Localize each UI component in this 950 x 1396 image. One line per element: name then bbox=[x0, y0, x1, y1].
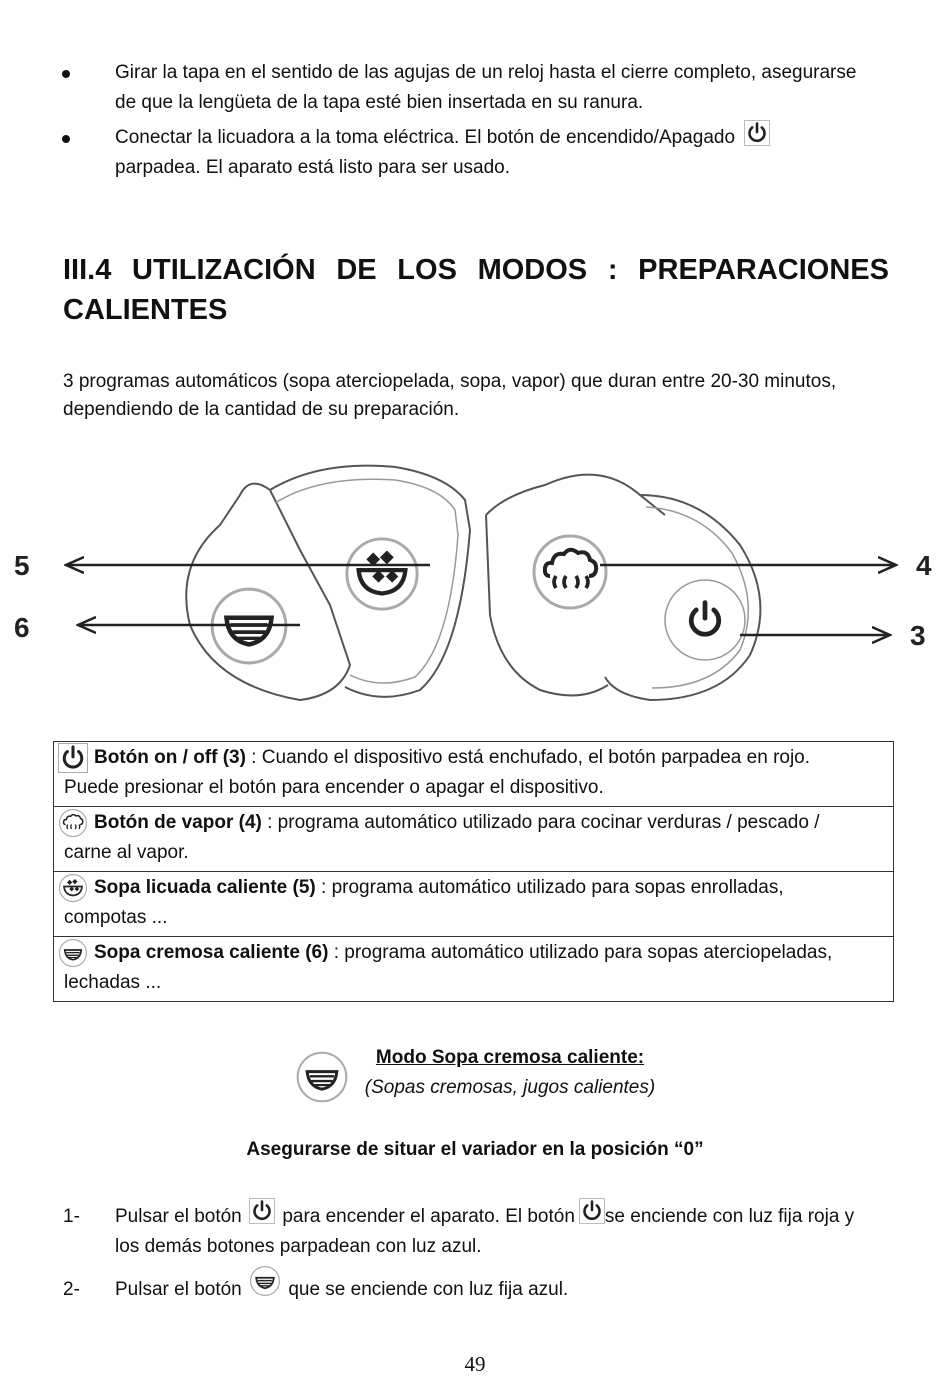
step-text: Pulsar el botón bbox=[115, 1206, 242, 1227]
mode-desc: carne al vapor. bbox=[64, 842, 189, 864]
step-item bbox=[115, 1275, 915, 1305]
mode-name: Sopa licuada caliente (5) bbox=[94, 877, 316, 899]
power-icon bbox=[744, 120, 770, 146]
mode-desc: : programa automático utilizado para sopas enrolladas, bbox=[315, 877, 784, 899]
bullet-item bbox=[115, 58, 915, 118]
step-number: 1- bbox=[63, 1206, 80, 1227]
table-cell bbox=[54, 742, 894, 807]
step-item bbox=[115, 1202, 915, 1262]
bullet-text-line bbox=[115, 123, 915, 153]
step-number: 2- bbox=[63, 1279, 80, 1300]
bullet-dot bbox=[62, 70, 70, 78]
label-3: 3 bbox=[910, 620, 926, 651]
mode-desc: : Cuando el dispositivo está enchufado, el botón parpadea en rojo. bbox=[245, 747, 811, 769]
bullet-item bbox=[115, 123, 915, 183]
mode-desc: : programa automático utilizado para sopas aterciopeladas, bbox=[328, 942, 833, 964]
step-text: para encender el aparato. El botón bbox=[282, 1206, 575, 1227]
mode-name: Botón on / off (3) bbox=[94, 747, 246, 769]
step-text: que se enciende con luz fija azul. bbox=[288, 1279, 569, 1300]
label-5: 5 bbox=[14, 550, 30, 581]
mode-desc: Puede presionar el botón para encender o apagar el dispositivo. bbox=[64, 777, 604, 799]
mode-desc: : programa automático utilizado para cocinar verduras / pescado / bbox=[261, 812, 820, 834]
power-icon bbox=[58, 743, 88, 773]
table-row bbox=[54, 937, 894, 1002]
label-4: 4 bbox=[916, 550, 932, 581]
modes-table bbox=[53, 741, 894, 1002]
step-text: los demás botones parpadean con luz azul. bbox=[115, 1236, 482, 1257]
mode-title: Modo Sopa cremosa caliente: bbox=[375, 1047, 645, 1068]
bullet-text: Conectar la licuadora a la toma eléctrica. El botón de encendido/Apagado bbox=[115, 127, 736, 148]
table-cell bbox=[54, 872, 894, 937]
steam-button bbox=[534, 536, 606, 608]
bullet-text-line: de que la lengüeta de la tapa esté bien insertada en su ranura. bbox=[115, 92, 644, 113]
power-button bbox=[665, 580, 745, 660]
mode-heading bbox=[360, 1043, 660, 1103]
power-icon bbox=[249, 1198, 275, 1224]
table-cell bbox=[54, 937, 894, 1002]
step-text: Pulsar el botón bbox=[115, 1279, 242, 1300]
instruction: Asegurarse de situar el variador en la posición “0” bbox=[246, 1139, 704, 1160]
bullet-text-line: parpadea. El aparato está listo para ser usado. bbox=[115, 157, 511, 178]
section-title: III.4 UTILIZACIÓN DE LOS MODOS : PREPARACIONES CALIENTES bbox=[63, 254, 889, 326]
intro-line: dependiendo de la cantidad de su preparación. bbox=[63, 399, 460, 420]
mode-name: Sopa cremosa caliente (6) bbox=[94, 942, 329, 964]
section-intro bbox=[63, 368, 893, 424]
table-row bbox=[54, 872, 894, 937]
intro-line: 3 programas automáticos (sopa aterciopelada, sopa, vapor) que duran entre 20-30 minutos, bbox=[63, 371, 837, 392]
steam-icon bbox=[58, 808, 88, 838]
mode-desc: lechadas ... bbox=[64, 972, 162, 994]
mode-subtitle: (Sopas cremosas, jugos calientes) bbox=[364, 1077, 656, 1098]
cream-soup-icon bbox=[58, 938, 88, 968]
power-icon bbox=[579, 1198, 605, 1224]
step-text: se enciende con luz fija roja y bbox=[604, 1206, 855, 1227]
blend-soup-button bbox=[347, 539, 417, 609]
cream-soup-icon bbox=[295, 1050, 349, 1104]
blend-soup-icon bbox=[58, 873, 88, 903]
table-cell bbox=[54, 807, 894, 872]
bullet-dot bbox=[62, 135, 70, 143]
table-row bbox=[54, 807, 894, 872]
cream-soup-icon bbox=[249, 1265, 281, 1297]
label-6: 6 bbox=[14, 612, 30, 643]
table-row bbox=[54, 742, 894, 807]
bullet-text-line: Girar la tapa en el sentido de las agujas de un reloj hasta el cierre completo, asegurarse bbox=[115, 62, 857, 83]
page-number: 49 bbox=[464, 1352, 486, 1376]
mode-name: Botón de vapor (4) bbox=[94, 812, 262, 834]
mode-desc: compotas ... bbox=[64, 907, 168, 929]
control-panel-diagram bbox=[0, 455, 950, 720]
